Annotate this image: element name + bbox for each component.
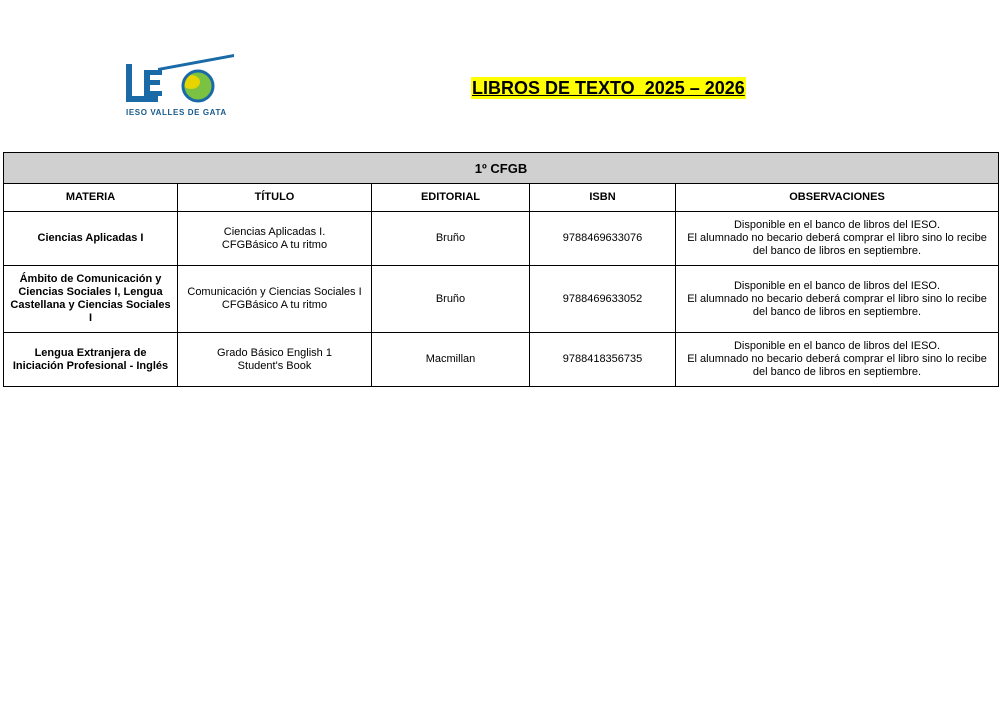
cell-materia: Ciencias Aplicadas I (4, 212, 178, 266)
group-header-row (4, 153, 999, 184)
group-title: 1º CFGB (4, 153, 999, 184)
cell-materia: Ámbito de Comunicación y Ciencias Sociales I, Lengua Castellana y Ciencias Sociales I (4, 266, 178, 333)
cell-observaciones: Disponible en el banco de libros del IESO. El alumnado no becario deberá comprar el libro sino lo recibe del banco de libros en septiembre. (676, 266, 999, 333)
column-header-titulo: TÍTULO (178, 184, 372, 212)
cell-titulo: Comunicación y Ciencias Sociales I CFGBásico A tu ritmo (178, 266, 372, 333)
cell-titulo: Ciencias Aplicadas I. CFGBásico A tu ritmo (178, 212, 372, 266)
cell-observaciones: Disponible en el banco de libros del IESO. El alumnado no becario deberá comprar el libro sino lo recibe del banco de libros en septiembre. (676, 212, 999, 266)
cell-isbn: 9788418356735 (530, 333, 676, 387)
cell-editorial: Macmillan (372, 333, 530, 387)
column-header-observaciones: OBSERVACIONES (676, 184, 999, 212)
table-row (4, 333, 999, 387)
table-row (4, 212, 999, 266)
cell-editorial: Bruño (372, 212, 530, 266)
cell-editorial: Bruño (372, 266, 530, 333)
document-title: LIBROS DE TEXTO 2025 – 2026 (472, 78, 745, 98)
textbooks-table (3, 152, 999, 387)
cell-titulo: Grado Básico English 1 Student's Book (178, 333, 372, 387)
logo-text: IESO VALLES DE GATA (126, 108, 227, 117)
cell-isbn: 9788469633052 (530, 266, 676, 333)
column-header-editorial: EDITORIAL (372, 184, 530, 212)
column-header-materia: MATERIA (4, 184, 178, 212)
column-header-row (4, 184, 999, 212)
table-row (4, 266, 999, 333)
cell-observaciones: Disponible en el banco de libros del IESO. El alumnado no becario deberá comprar el libro sino lo recibe del banco de libros en septiembre. (676, 333, 999, 387)
column-header-isbn: ISBN (530, 184, 676, 212)
cell-materia: Lengua Extranjera de Iniciación Profesional - Inglés (4, 333, 178, 387)
cell-isbn: 9788469633076 (530, 212, 676, 266)
